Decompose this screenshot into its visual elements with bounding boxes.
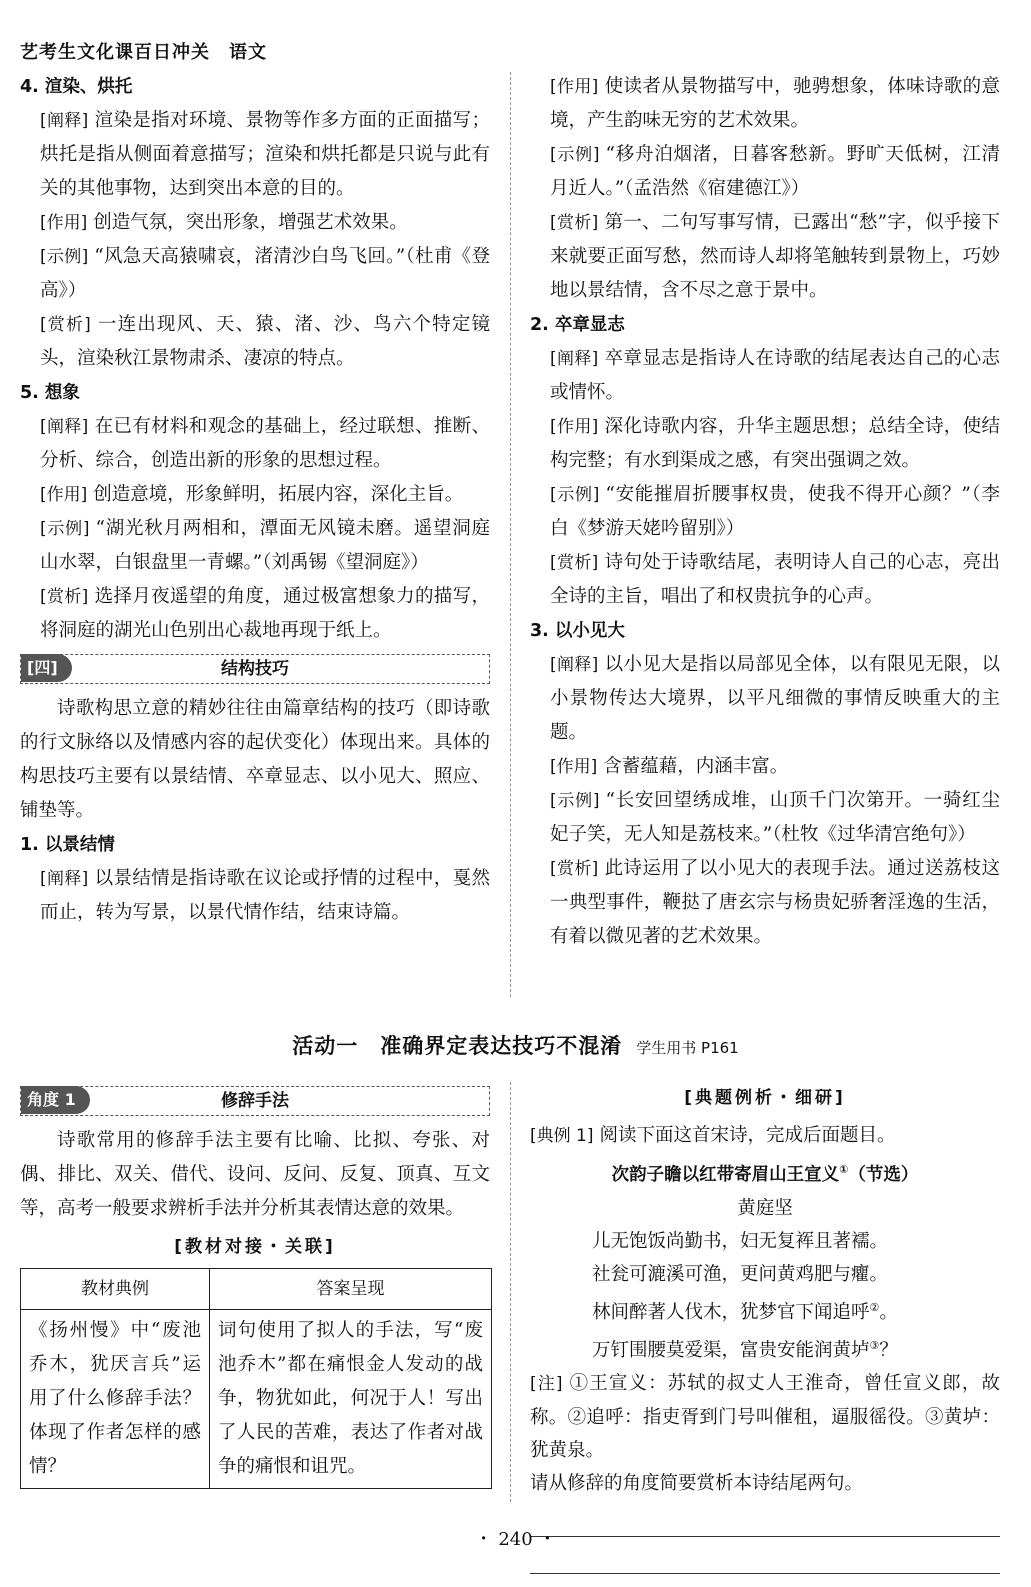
item-text: “移舟泊烟渚，日暮客愁新。野旷天低树，江清月近人。”（孟浩然《宿建德江》） — [550, 144, 1001, 199]
angle-banner — [20, 1086, 490, 1116]
item-tag: [赏析] — [550, 859, 599, 879]
section-banner-title: 结构技巧 — [221, 659, 289, 679]
item-tag: [阐释] — [550, 655, 599, 675]
right-column — [530, 70, 1000, 954]
footnote-mark: ③ — [869, 1338, 880, 1352]
list-item — [530, 546, 1000, 614]
table-row — [21, 1310, 492, 1489]
poem-title-tail: （节选） — [848, 1164, 919, 1185]
item-tag: [阐释] — [40, 417, 89, 437]
table-header: 教材典例 — [21, 1269, 210, 1310]
section-title: 4. 渲染、烘托 — [20, 77, 133, 97]
item-text: 在已有材料和观念的基础上，经过联想、推断、分析、综合，创造出新的形象的思想过程。 — [40, 416, 490, 471]
textbook-table — [20, 1268, 492, 1489]
item-text: 以小见大是指以局部见全体，以有限见无限，以小景物传达大境界，以平凡细微的事情反映重大的主题。 — [550, 654, 1000, 743]
list-item — [20, 308, 490, 376]
item-text: 以景结情是指诗歌在议论或抒情的过程中，戛然而止，转为写景，以景代情作结，结束诗篇。 — [40, 868, 490, 923]
list-item — [20, 862, 490, 930]
item-tag: [作用] — [550, 417, 599, 437]
list-item — [530, 206, 1000, 308]
item-tag: [作用] — [40, 213, 88, 233]
poem-line-tail: ？ — [879, 1340, 898, 1362]
activity-heading — [0, 1030, 1031, 1060]
list-item — [20, 512, 490, 580]
angle-title: 修辞手法 — [221, 1091, 289, 1111]
bracket-heading: [典题例析・细研] — [684, 1088, 846, 1108]
item-tag: [作用] — [40, 485, 88, 505]
example-tag: [典例 1] — [530, 1126, 594, 1146]
section-title: 3. 以小见大 — [530, 621, 625, 641]
item-text: 创造气氛，突出形象，增强艺术效果。 — [93, 212, 408, 233]
activity-ref: 学生用书 P161 — [636, 1039, 739, 1057]
item-tag: [赏析] — [550, 213, 599, 233]
item-text: 含蓄蕴藉，内涵丰富。 — [603, 756, 789, 777]
example-section — [530, 1078, 1000, 1574]
item-tag: [示例] — [550, 791, 600, 811]
example-intro-text: 阅读下面这首宋诗，完成后面题目。 — [599, 1125, 896, 1146]
list-item — [530, 478, 1000, 546]
poem-line-text: 儿无饱饭尚勤书，妇无复裈且著襦。 — [592, 1230, 889, 1252]
poem-line — [530, 1225, 1000, 1258]
section-banner — [20, 654, 490, 684]
item-text: “安能摧眉折腰事权贵，使我不得开心颜？”（李白《梦游天姥吟留别》） — [550, 484, 1001, 539]
footnote-mark: ② — [869, 1300, 880, 1314]
angle-label: 角度 1 — [21, 1086, 90, 1114]
poem-note — [530, 1367, 1000, 1467]
item-tag: [赏析] — [550, 553, 599, 573]
poem-title — [530, 1153, 1000, 1192]
item-text: 渲染是指对环境、景物等作多方面的正面描写；烘托是指从侧面着意描写；渲染和烘托都是只说与此有关的其他事物，达到突出本意的目的。 — [40, 110, 490, 199]
item-tag: [阐释] — [40, 111, 89, 131]
item-text: 第一、二句写事写情，已露出“愁”字，似乎接下来就要正面写愁，然而诗人却将笔触转到景物上，巧妙地以景结情，含不尽之意于景中。 — [550, 212, 1000, 301]
poem-line-text: 林间醉著人伐木，犹梦官下闻追呼 — [592, 1301, 870, 1323]
list-item — [20, 206, 490, 240]
item-text: 诗句处于诗歌结尾，表明诗人自己的心志，亮出全诗的主旨，唱出了和权贵抗争的心声。 — [550, 552, 1000, 607]
table-cell: 词句使用了拟人的手法，写“废池乔木”都在痛恨金人发动的战争，物犹如此，何况于人！写出了人民的苦难，表达了作者对战争的痛恨和诅咒。 — [210, 1310, 492, 1489]
section-title: 1. 以景结情 — [20, 835, 115, 855]
item-text: 此诗运用了以小见大的表现手法。通过送荔枝这一典型事件，鞭挞了唐玄宗与杨贵妃骄奢淫逸的生活，有着以微见著的艺术效果。 — [550, 858, 1000, 947]
item-text: “风急天高猿啸哀，渚清沙白鸟飞回。”（杜甫《登高》） — [40, 246, 490, 301]
item-tag: [阐释] — [550, 349, 599, 369]
activity-title: 活动一 准确界定表达技巧不混淆 — [292, 1034, 623, 1058]
list-item — [530, 784, 1000, 852]
list-item — [20, 478, 490, 512]
poem-line — [530, 1258, 1000, 1291]
item-tag: [赏析] — [40, 315, 91, 335]
item-text: “湖光秋月两相和，潭面无风镜未磨。遥望洞庭山水翠，白银盘里一青螺。”（刘禹锡《望洞庭》） — [40, 518, 491, 573]
poem-line — [530, 1329, 1000, 1367]
list-item — [530, 138, 1000, 206]
poem-line-text: 社瓮可漉溪可渔，更问黄鸡肥与癯。 — [592, 1263, 889, 1285]
note-text: ①王宣义：苏轼的叔丈人王淮奇，曾任宣义郎，故称。②追呼：指吏胥到门号叫催租，逼服徭役。③黄垆：犹黄泉。 — [530, 1373, 1000, 1462]
poem-title-text: 次韵子瞻以红带寄眉山王宣义 — [611, 1164, 840, 1185]
list-item — [20, 580, 490, 648]
section-title: 2. 卒章显志 — [530, 315, 625, 335]
item-text: 卒章显志是指诗人在诗歌的结尾表达自己的心志或情怀。 — [550, 348, 1000, 403]
section-title: 5. 想象 — [20, 383, 80, 403]
list-item — [530, 410, 1000, 478]
page-number: ・ 240 ・ — [474, 1529, 557, 1550]
item-text: 一连出现风、天、猿、渚、沙、鸟六个特定镜头，渲染秋江景物肃杀、凄凉的特点。 — [40, 314, 490, 369]
item-tag: [阐释] — [40, 869, 89, 889]
item-text: 创造意境，形象鲜明，拓展内容，深化主旨。 — [93, 484, 464, 505]
poem-line-text: 万钉围腰莫爱渠，富贵安能润黄垆 — [592, 1340, 870, 1362]
item-tag: [示例] — [550, 485, 600, 505]
table-cell: 《扬州慢》中“废池乔木，犹厌言兵”运用了什么修辞手法？体现了作者怎样的感情？ — [21, 1310, 210, 1489]
item-tag: [赏析] — [40, 587, 89, 607]
angle-section — [20, 1080, 490, 1489]
poem-line-tail: 。 — [879, 1301, 898, 1323]
list-item — [20, 410, 490, 478]
item-text: 深化诗歌内容，升华主题思想；总结全诗，使结构完整；有水到渠成之感，有突出强调之效。 — [550, 416, 1000, 471]
list-item — [530, 852, 1000, 954]
item-text: 选择月夜遥望的角度，通过极富想象力的描写，将洞庭的湖光山色别出心裁地再现于纸上。 — [40, 586, 490, 641]
poem-line — [530, 1291, 1000, 1329]
question: 请从修辞的角度简要赏析本诗结尾两句。 — [530, 1473, 864, 1495]
example-intro — [530, 1119, 1000, 1153]
list-item — [20, 104, 490, 206]
column-divider — [510, 72, 511, 997]
list-item — [530, 70, 1000, 138]
list-item — [20, 240, 490, 308]
footnote-mark: ① — [839, 1163, 849, 1176]
item-tag: [示例] — [40, 519, 90, 539]
section-banner-label: [四] — [21, 654, 72, 682]
list-item — [530, 342, 1000, 410]
item-tag: [作用] — [550, 77, 599, 97]
list-item — [530, 750, 1000, 784]
item-text: “长安回望绣成堆，山顶千门次第开。一骑红尘妃子笑，无人知是荔枝来。”（杜牧《过华清宫绝句》） — [550, 790, 1001, 845]
item-tag: [作用] — [550, 757, 598, 777]
table-header-row — [21, 1269, 492, 1310]
bracket-heading: [教材对接・关联] — [174, 1237, 336, 1257]
table-header: 答案呈现 — [210, 1269, 492, 1310]
note-tag: [注] — [530, 1374, 563, 1395]
item-tag: [示例] — [550, 145, 600, 165]
page-header: 艺考生文化课百日冲关 语文 — [20, 42, 267, 63]
left-column — [20, 70, 490, 930]
paragraph: 诗歌构思立意的精妙往往由篇章结构的技巧（即诗歌的行文脉络以及情感内容的起伏变化）体现出来。具体的构思技巧主要有以景结情、卒章显志、以小见大、照应、铺垫等。 — [20, 698, 490, 821]
paragraph: 诗歌常用的修辞手法主要有比喻、比拟、夸张、对偶、排比、双关、借代、设问、反问、反复、顶真、互文等，高考一般要求辨析手法并分析其表情达意的效果。 — [20, 1130, 490, 1219]
column-divider — [510, 1082, 511, 1502]
item-text: 使读者从景物描写中，驰骋想象，体味诗歌的意境，产生韵味无穷的艺术效果。 — [550, 76, 1000, 131]
poem-author: 黄庭坚 — [737, 1197, 793, 1219]
list-item — [530, 648, 1000, 750]
item-tag: [示例] — [40, 247, 89, 267]
